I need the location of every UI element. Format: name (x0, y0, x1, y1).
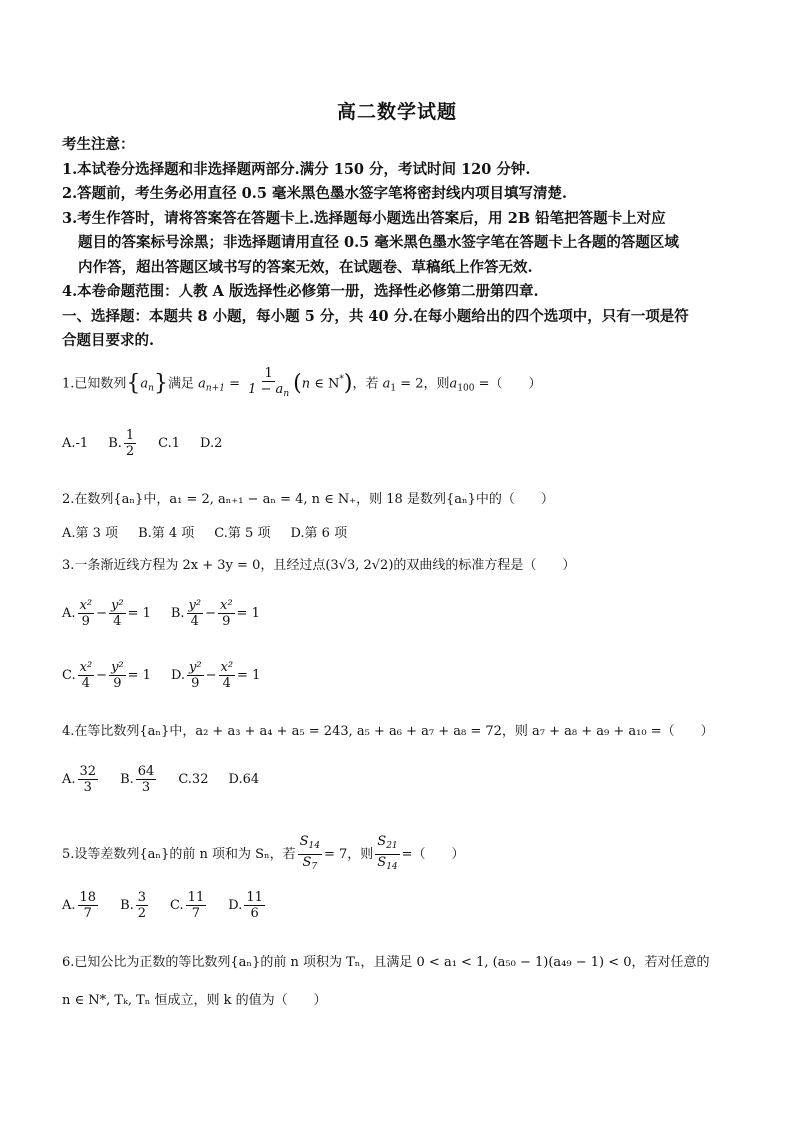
question-4: 4.在等比数列{aₙ}中，a₂ + a₃ + a₄ + a₅ = 243, a₅ + a₆ + a₇ + a₈ = 72，则 a₇ + a₈ + a₉ + a₁₀ =（ ） (62, 724, 714, 739)
q1-option-b[interactable]: B. $\frac{1}{2}$ (108, 428, 135, 459)
note-2: 2.答题前，考生务必用直径 0.5 毫米黑色墨水签字笔将密封线内项目填写清楚. (62, 185, 568, 202)
question-4-options (62, 764, 279, 795)
note-3a: 3.考生作答时，请将答案答在答题卡上.选择题每小题选出答案后，用 2B 铅笔把答题卡上对应 (62, 209, 666, 227)
section-1-intro-a: 一、选择题：本题共 8 小题，每小题 5 分，共 40 分.在每小题给出的四个选项中，只有一项是符 (62, 307, 689, 325)
q2-option-b[interactable]: B.第 4 项 (138, 526, 195, 541)
note-4: 4.本卷命题范围：人教 A 版选择性必修第一册，选择性必修第二册第四章. (62, 283, 539, 300)
q5-option-a[interactable]: A. $\frac{18}{7}$ (62, 890, 97, 921)
q5-option-d[interactable]: D. $\frac{11}{6}$ (228, 890, 263, 921)
q3-option-a[interactable]: A. $\frac{\text{x²}}{9}$ − $\frac{\text{y²}}{4}$ = 1 (62, 598, 151, 629)
question-2-options (62, 522, 367, 541)
question-1: 1.已知数列$\{a_n\}$满足 $a_{n+1}$ = $\frac{1}{1 - a_n}$ (n ∈ N*)，若 $a_1 = 2$，则$a_{100}$ =（ ） (62, 366, 542, 402)
q5-option-c[interactable]: C. $\frac{11}{7}$ (170, 890, 205, 921)
question-5: 5.设等差数列{aₙ}的前 n 项和为 Sₙ，若 $\frac{S_{14}}{S_7}$ = 7，则 $\frac{S_{21}}{S_{14}}$ =（ ） (62, 834, 465, 872)
note-3b: 题目的答案标号涂黑；非选择题请用直径 0.5 毫米黑色墨水签字笔在答题卡上各题的答题区域 (78, 234, 679, 251)
q2-option-c[interactable]: C.第 5 项 (214, 526, 271, 541)
q4-option-a[interactable]: A. $\frac{32}{3}$ (62, 764, 97, 795)
section-1-intro-b: 合题目要求的. (62, 332, 155, 349)
exam-notes (62, 133, 742, 354)
q4-option-b[interactable]: B. $\frac{64}{3}$ (120, 764, 155, 795)
question-1-options (62, 428, 242, 459)
note-1: 1.本试卷分选择题和非选择题两部分.满分 150 分，考试时间 120 分钟. (62, 160, 531, 178)
q4-option-d[interactable]: D.64 (228, 772, 260, 787)
question-6-line-1: 6.已知公比为正数的等比数列{aₙ}的前 n 项积为 Tₙ，且满足 0 < a₁ < 1, (a₅₀ − 1)(a₄₉ − 1) < 0，若对任意的 (62, 955, 710, 970)
q2-option-d[interactable]: D.第 6 项 (290, 526, 348, 541)
question-2: 2.在数列{aₙ}中，a₁ = 2, aₙ₊₁ − aₙ = 4, n ∈ N₊，则 18 是数列{aₙ}中的（ ） (62, 492, 554, 507)
q5-option-b[interactable]: B. $\frac{3}{2}$ (120, 890, 147, 921)
page-title: 高二数学试题 (336, 101, 457, 123)
question-3-options-row1 (62, 598, 280, 629)
note-3c: 内作答，超出答题区域书写的答案无效，在试题卷、草稿纸上作答无效. (78, 258, 533, 276)
q2-option-a[interactable]: A.第 3 项 (62, 526, 119, 541)
q1-option-d[interactable]: D.2 (200, 436, 223, 451)
question-3: 3.一条渐近线方程为 2x + 3y = 0，且经过点(3√3, 2√2)的双曲线的标准方程是（ ） (62, 558, 576, 573)
question-6-line-2: n ∈ N*, Tₖ, Tₙ 恒成立，则 k 的值为（ ） (62, 993, 327, 1008)
question-3-options-row2 (62, 660, 280, 691)
q3-option-d[interactable]: D. $\frac{\text{y²}}{9}$ − $\frac{\text{x²}}{4}$ = 1 (170, 660, 261, 691)
question-5-options (62, 890, 287, 921)
q1-option-c[interactable]: C.1 (158, 436, 181, 451)
q1-option-a[interactable]: A.-1 (62, 436, 89, 451)
notes-heading: 考生注意： (62, 136, 135, 153)
q3-option-b[interactable]: B. $\frac{\text{y²}}{4}$ − $\frac{\text{x²}}{9}$ = 1 (170, 598, 260, 629)
q1-fraction: $\frac{1}{1 - a_n}$ (248, 366, 290, 399)
q4-option-c[interactable]: C.32 (178, 772, 209, 787)
q3-option-c[interactable]: C. $\frac{\text{x²}}{4}$ − $\frac{\text{y²}}{9}$ = 1 (62, 660, 151, 691)
